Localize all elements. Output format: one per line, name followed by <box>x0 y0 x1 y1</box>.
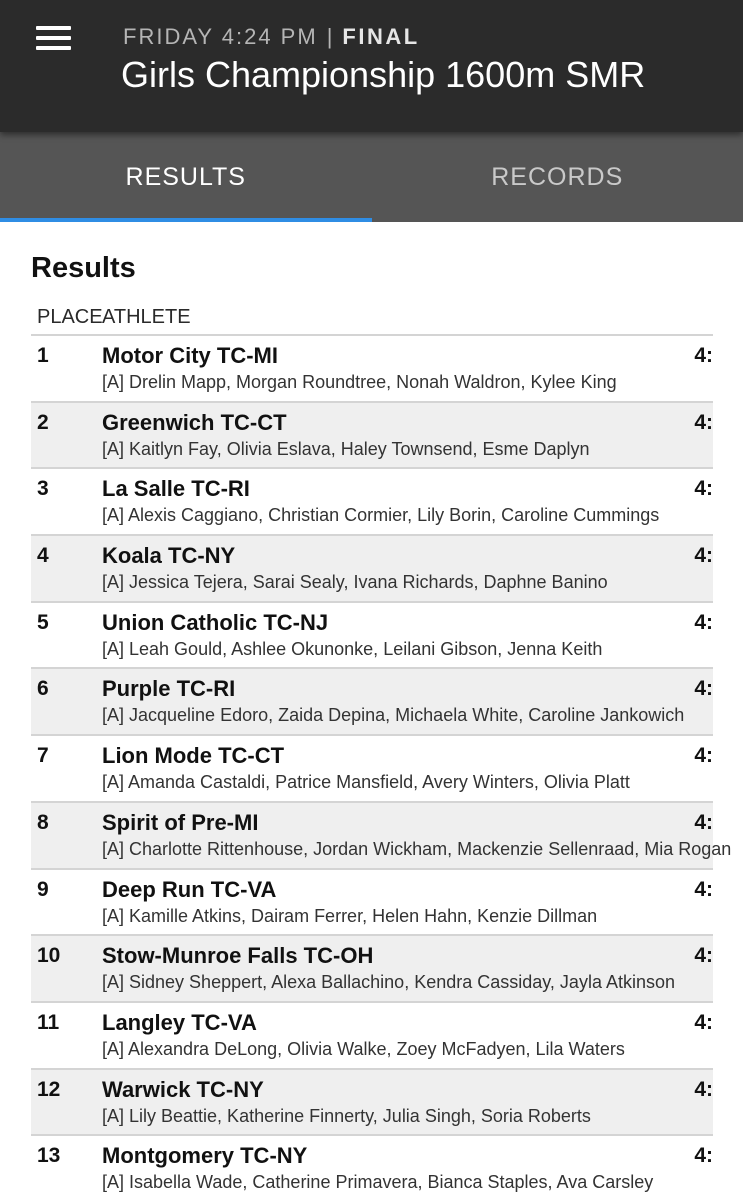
tab-bar <box>0 132 743 222</box>
column-header-place: PLACE <box>37 306 103 328</box>
result-row[interactable] <box>31 669 713 736</box>
event-title: Girls Championship 1600m SMR <box>121 54 646 95</box>
result-athletes: [A] Jessica Tejera, Sarai Sealy, Ivana Richards, Daphne Banino <box>102 572 608 593</box>
result-team-name: Greenwich TC-CT <box>102 409 287 435</box>
result-team-name: Union Catholic TC-NJ <box>102 609 329 635</box>
result-mark: 4: <box>694 1010 713 1034</box>
result-team-name: Stow-Munroe Falls TC-OH <box>102 943 374 969</box>
result-place: 1 <box>37 344 49 367</box>
result-row[interactable] <box>31 1070 713 1137</box>
result-place: 8 <box>37 810 49 834</box>
result-athletes: [A] Kaitlyn Fay, Olivia Eslava, Haley Townsend, Esme Daplyn <box>102 438 590 459</box>
result-row[interactable] <box>31 336 713 403</box>
result-mark: 4: <box>694 344 713 367</box>
result-athletes: [A] Isabella Wade, Catherine Primavera, Bianca Staples, Ava Carsley <box>102 1172 654 1193</box>
result-team-name: Montgomery TC-NY <box>102 1143 308 1169</box>
results-content[interactable] <box>0 222 743 1200</box>
results-heading: Results <box>31 252 136 284</box>
result-team-name: Langley TC-VA <box>102 1009 257 1035</box>
result-athletes: [A] Amanda Castaldi, Patrice Mansfield, Avery Winters, Olivia Platt <box>102 772 630 793</box>
result-team-name: Purple TC-RI <box>102 676 236 702</box>
result-row[interactable] <box>31 469 713 536</box>
result-mark: 4: <box>694 610 713 634</box>
result-place: 10 <box>37 944 61 968</box>
result-row[interactable] <box>31 870 713 937</box>
result-row[interactable] <box>31 403 713 470</box>
app-bar <box>0 0 743 132</box>
result-place: 3 <box>37 477 49 501</box>
result-row[interactable] <box>31 603 713 670</box>
result-athletes: [A] Kamille Atkins, Dairam Ferrer, Helen Hahn, Kenzie Dillman <box>102 905 598 926</box>
result-team-name: Warwick TC-NY <box>102 1076 264 1102</box>
result-mark: 4: <box>694 810 713 834</box>
result-place: 7 <box>37 744 49 768</box>
result-mark: 4: <box>694 1144 713 1168</box>
results-column-headers <box>31 304 713 336</box>
event-day-time: FRIDAY 4:24 PM <box>123 24 318 49</box>
result-athletes: [A] Alexis Caggiano, Christian Cormier, Lily Borin, Caroline Cummings <box>102 505 660 526</box>
result-team-name: La Salle TC-RI <box>102 476 250 502</box>
tab-records[interactable]: RECORDS <box>491 162 624 191</box>
hamburger-menu-icon[interactable] <box>26 18 82 58</box>
result-athletes: [A] Charlotte Rittenhouse, Jordan Wickham, Mackenzie Sellenraad, Mia Rogan <box>102 838 732 859</box>
result-team-name: Spirit of Pre-MI <box>102 809 259 835</box>
result-place: 12 <box>37 1077 61 1101</box>
result-row[interactable] <box>31 1003 713 1070</box>
column-header-athlete: ATHLETE <box>102 306 191 328</box>
status-separator: | <box>326 24 335 49</box>
result-mark: 4: <box>694 677 713 701</box>
result-row[interactable] <box>31 1136 713 1200</box>
result-row[interactable] <box>31 803 732 870</box>
result-athletes: [A] Sidney Sheppert, Alexa Ballachino, Kendra Cassiday, Jayla Atkinson <box>102 972 676 993</box>
event-status-line <box>123 24 420 50</box>
menu-icon-bar <box>36 36 71 40</box>
result-athletes: [A] Drelin Mapp, Morgan Roundtree, Nonah Waldron, Kylee King <box>102 372 617 392</box>
result-mark: 4: <box>694 944 713 968</box>
result-team-name: Deep Run TC-VA <box>102 876 277 902</box>
result-team-name: Motor City TC-MI <box>102 343 278 368</box>
result-place: 2 <box>37 410 49 434</box>
result-row[interactable] <box>31 936 713 1003</box>
menu-icon-bar <box>36 26 71 30</box>
result-row[interactable] <box>31 536 713 603</box>
result-mark: 4: <box>694 744 713 768</box>
result-place: 13 <box>37 1144 61 1168</box>
result-team-name: Koala TC-NY <box>102 543 236 569</box>
result-mark: 4: <box>694 477 713 501</box>
result-athletes: [A] Jacqueline Edoro, Zaida Depina, Michaela White, Caroline Jankowich <box>102 705 685 726</box>
result-athletes: [A] Alexandra DeLong, Olivia Walke, Zoey McFadyen, Lila Waters <box>102 1038 625 1059</box>
result-place: 11 <box>37 1010 60 1034</box>
event-status: FINAL <box>342 24 420 49</box>
result-place: 9 <box>37 877 49 901</box>
result-place: 4 <box>37 544 49 568</box>
result-place: 6 <box>37 677 49 701</box>
result-mark: 4: <box>694 544 713 568</box>
result-place: 5 <box>37 610 49 634</box>
result-team-name: Lion Mode TC-CT <box>102 743 285 769</box>
result-athletes: [A] Leah Gould, Ashlee Okunonke, Leilani Gibson, Jenna Keith <box>102 638 603 659</box>
tab-results[interactable]: RESULTS <box>0 132 372 222</box>
result-mark: 4: <box>694 1077 713 1101</box>
result-mark: 4: <box>694 410 713 434</box>
menu-icon-bar <box>36 46 71 50</box>
result-athletes: [A] Lily Beattie, Katherine Finnerty, Julia Singh, Soria Roberts <box>102 1105 591 1126</box>
result-mark: 4: <box>694 877 713 901</box>
results-list <box>31 336 732 1200</box>
result-row[interactable] <box>31 736 713 803</box>
